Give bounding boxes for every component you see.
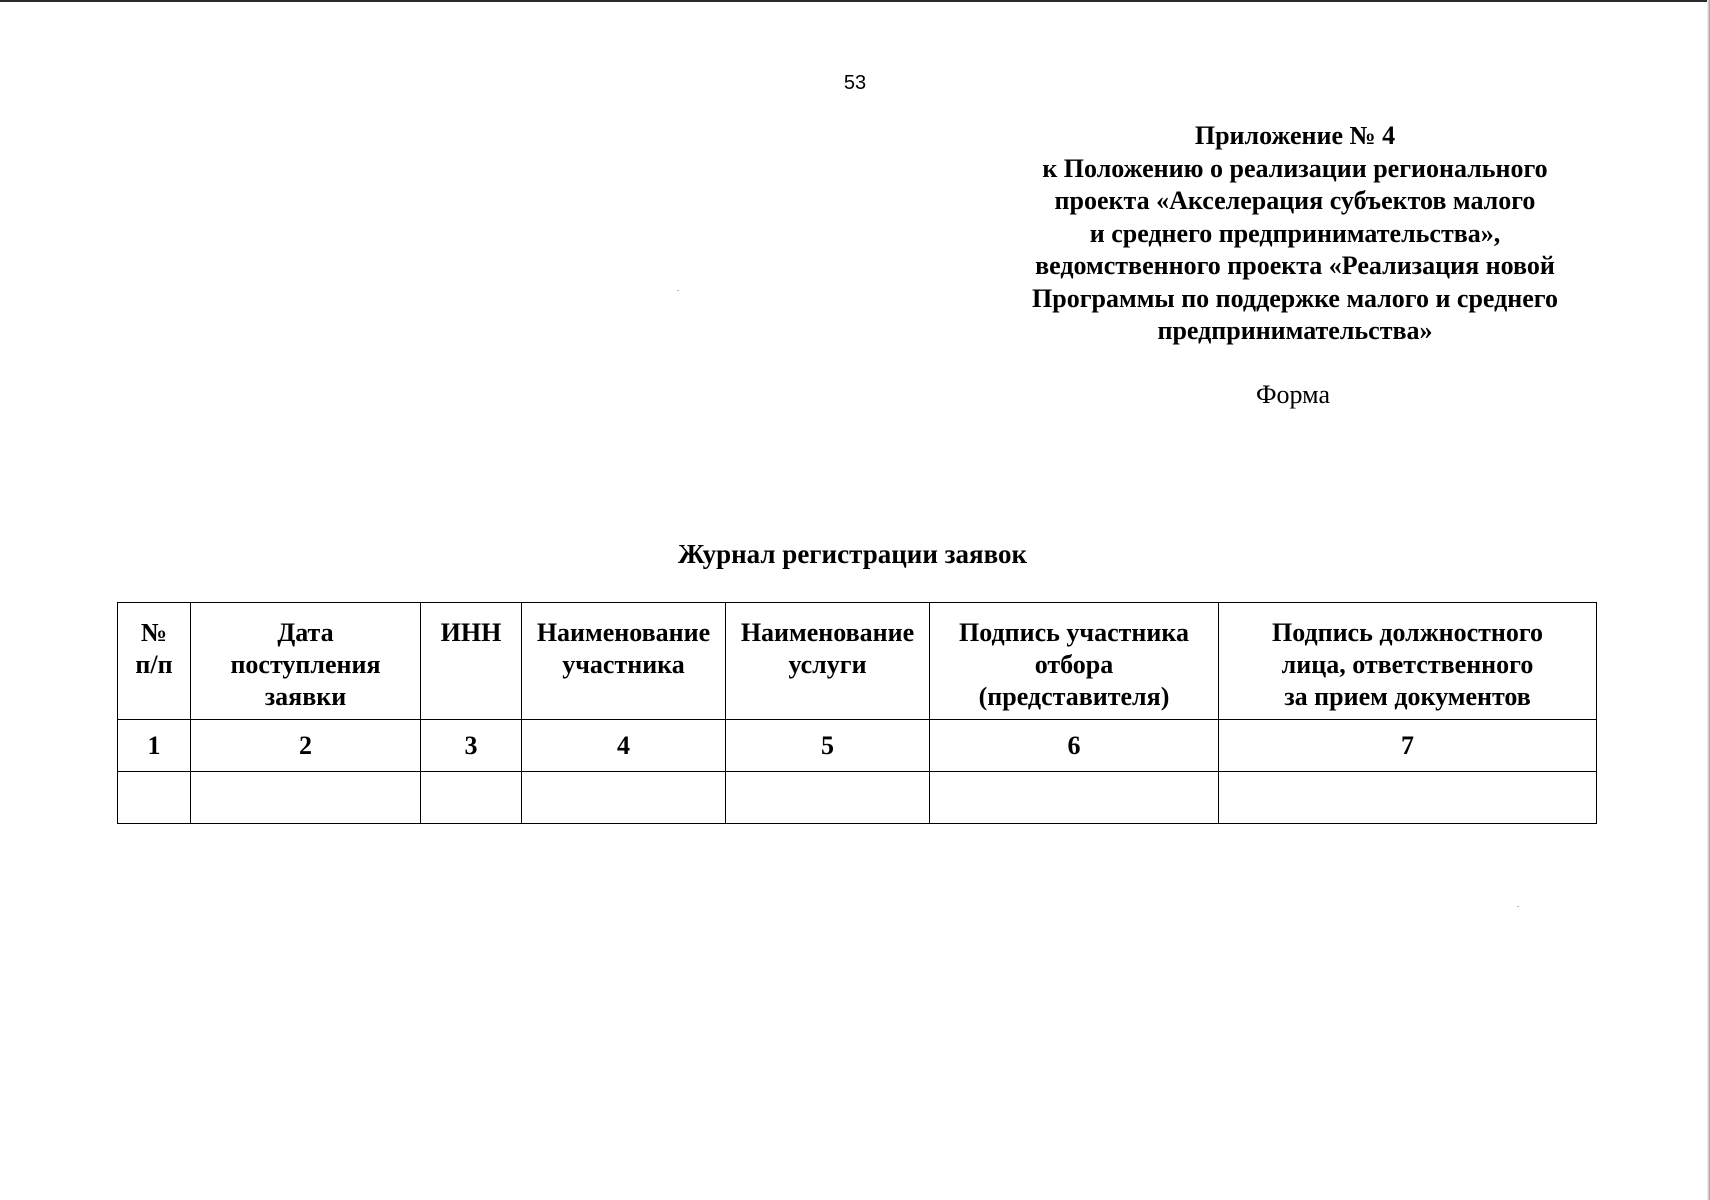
form-label: Форма: [1256, 380, 1330, 409]
table-row: [118, 772, 1597, 824]
header-cell-participant-name: Наименование участника: [522, 603, 726, 720]
page-number: 53: [843, 72, 867, 94]
empty-cell: [118, 772, 191, 824]
empty-cell: [930, 772, 1219, 824]
appendix-line: Программы по поддержке малого и среднего: [1032, 283, 1558, 313]
column-number-cell: 5: [726, 720, 930, 772]
column-number-cell: 7: [1219, 720, 1597, 772]
scan-edge-top: [0, 0, 1710, 2]
empty-cell: [191, 772, 421, 824]
appendix-line: ведомственного проекта «Реализация новой: [1035, 251, 1555, 280]
appendix-line: проекта «Акселерация субъектов малого: [1054, 186, 1536, 215]
scan-speck: [677, 290, 679, 291]
header-cell-number: № п/п: [118, 603, 191, 720]
header-cell-official-signature: Подпись должностного лица, ответственного за прием документов: [1219, 603, 1597, 720]
header-cell-participant-signature: Подпись участника отбора (представителя): [930, 603, 1219, 720]
appendix-line: Приложение № 4: [1194, 121, 1396, 150]
empty-cell: [522, 772, 726, 824]
empty-cell: [421, 772, 522, 824]
header-cell-date: Дата поступления заявки: [191, 603, 421, 720]
column-number-cell: 2: [191, 720, 421, 772]
table-number-row: [118, 720, 1597, 772]
table-header-row: [118, 603, 1597, 720]
header-cell-service-name: Наименование услуги: [726, 603, 930, 720]
appendix-line: к Положению о реализации регионального: [1042, 153, 1548, 183]
scan-speck: [1517, 906, 1519, 907]
column-number-cell: 1: [118, 720, 191, 772]
header-cell-inn: ИНН: [421, 603, 522, 720]
journal-table: [117, 602, 1597, 824]
empty-cell: [726, 772, 930, 824]
column-number-cell: 6: [930, 720, 1219, 772]
appendix-line: предпринимательства»: [1157, 316, 1433, 345]
column-number-cell: 4: [522, 720, 726, 772]
empty-cell: [1219, 772, 1597, 824]
appendix-header: [985, 120, 1605, 348]
journal-title: Журнал регистрации заявок: [677, 539, 1028, 569]
appendix-line: и среднего предпринимательства»,: [1089, 218, 1501, 248]
column-number-cell: 3: [421, 720, 522, 772]
